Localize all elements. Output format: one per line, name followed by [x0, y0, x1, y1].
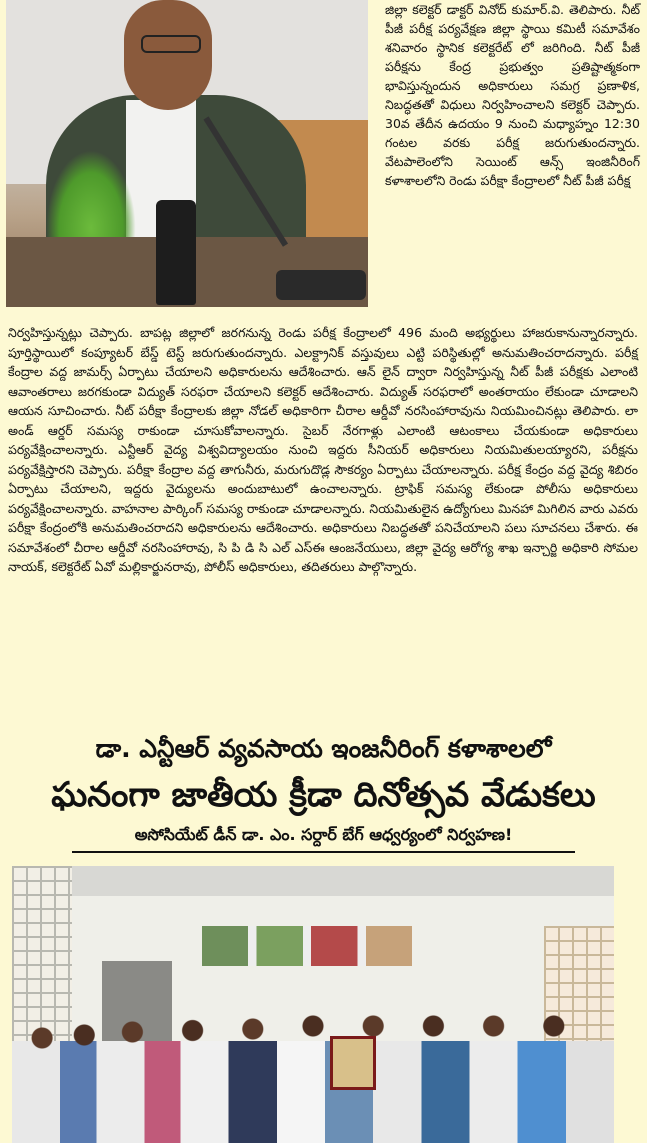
article2-headline-line2: ఘనంగా జాతీయ క్రీడా దినోత్సవ వేడుకలు [51, 775, 596, 815]
article-body-text: నిర్వహిస్తున్నట్లు చెప్పారు. బాపట్ల జిల్లాలో జరగనున్న రెండు పరీక్ష కేంద్రాలలో 496 మంది అభ్యర్థులు హాజరుకానున్నారన్నారు. పూర్తిస్థాయిలో కంప్యూటర్ బేస్డ్ టెస్ట్ జరుగుతుందన్నారు. ఎలక్ట్రానిక్ వస్తువులు ఎట్టి పరిస్థితుల్లో అనుమతించరాదన్నారు. పరీక్ష కేంద్రాల వద్ద జామర్స్ ఏర్పాటు చేయాలని అధికారులను ఆదేశించారు. ఆన్ లైన్ ద్వారా నిర్వహిస్తున్న నీట్ పీజీ పరీక్షకు ఎలాంటి ఆవాంతరాలు జరగకుండా విద్యుత్ సరఫరా చేయాలని కలెక్టర్ ఆదేశించారు. విద్యుత్ సరఫరాలో అంతరాయం లేకుండా చూడాలని ఆయన సూచించారు. నీట్ పరీక్షా కేంద్రాలకు జిల్లా నోడల్ అధికారిగా చీరాల ఆర్డీవో నరసింహారావును నియమించినట్లు తెలిపారు. లా అండ్ ఆర్డర్ సమస్య రాకుండా చూసుకోవాలన్నారు. సైబర్ నేరగాళ్లు ఎలాంటి ఆటంకాలు చేయకుండా అధికారులు పర్యవేక్షించాలన్నారు. ఎన్టీఆర్ వైద్య విశ్వవిద్యాలయం నుంచి ఇద్దరు సీనియర్ అధికారులు నియమితులయ్యారని, పరీక్షను పర్యవేక్షిస్తారని చెప్పారు. పరీక్షా కేంద్రాల వద్ద తాగునీరు, మరుగుదొడ్ల సౌకర్యం ఏర్పాటు చేయాలన్నారు. పరీక్ష కేంద్రం వద్ద వైద్య శిబిరం ఏర్పాటు చేయాలని, ఇద్దరు వైద్యులను అందుబాటులో ఉంచాలన్నారు. ట్రాఫిక్ సమస్య లేకుండా పోలీసు అధికారులు పర్యవేక్షించాలన్నారు. వాహనాల పార్కింగ్ సమస్య రాకుండా చూడాలన్నారు. నియమితులైన ఉద్యోగులు మినహా మిగిలిన వారు ఎవరు పరీక్షా కేంద్రంలోకి అనుమతించరాదని అధికారులను ఆదేశించారు. అధికారులు నిబద్ధతతో పనిచేయాలని పలు సూచనలు చేశారు. ఈ సమావేశంలో చీరాల ఆర్డీవో నరసింహారావు, సి పి డి సి ఎల్ ఎస్ఈ ఆంజనేయులు, జిల్లా వైద్య ఆరోగ్య శాఖ ఇన్చార్జి అధికారి సోమల నాయక్, కలెక్టరేట్ ఏవో మల్లికార్జునరావు, పోలీస్ అధికారులు, తదితరులు పాల్గొన్నారు. [8, 325, 638, 574]
article2-subheadline: అసోసియేట్ డీన్ డా. ఎం. సర్దార్ బేగ్ ఆధ్వర్యంలో నిర్వహణ! [72, 823, 575, 853]
article2-headline-line1: డా. ఎన్టీఆర్ వ్యవసాయ ఇంజనీరింగ్ కళాశాలలో [95, 734, 552, 763]
sports-day-group-photo [12, 866, 614, 1143]
collector-meeting-photo [6, 0, 368, 307]
article-side-column-text: జిల్లా కలెక్టర్ డాక్టర్ వినోద్ కుమార్.వి. తెలిపారు. నీట్ పీజీ పరీక్ష పర్యవేక్షణ జిల్లా స్థాయి కమిటీ సమావేశం శనివారం స్థానిక కలెక్టరేట్ లో జరిగింది. నీట్ పీజీ పరీక్షను కేంద్ర ప్రభుత్వం ప్రతిష్టాత్మకంగా భావిస్తున్నందున అధికారులు సమగ్ర ప్రణాళిక, నిబద్ధతతో విధులు నిర్వహించాలని కలెక్టర్ చెప్పారు. 30వ తేదీన ఉదయం 9 నుంచి మధ్యాహ్నం 12:30 గంటల వరకు పరీక్ష జరుగుతుందన్నారు. వేటపాలెంలోని సెయింట్ ఆన్స్ ఇంజినీరింగ్ కళాశాలలోని రెండు పరీక్షా కేంద్రాలలో నీట్ పీజీ పరీక్ష [385, 2, 640, 188]
